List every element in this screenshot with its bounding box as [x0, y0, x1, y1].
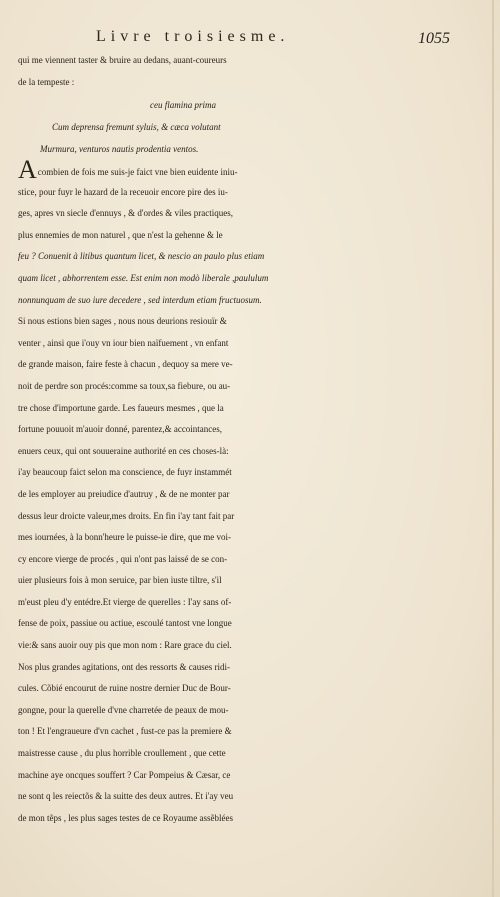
line-text: feu ? Conuenit à litibus quantum licet, & nescio an paulo plus etiam — [18, 251, 265, 262]
verse-line: ceu flamina prima — [150, 100, 216, 110]
running-title: Livre troisiesme. — [96, 28, 290, 45]
body-text — [18, 155, 458, 829]
text-line — [18, 743, 458, 765]
text-line — [18, 765, 458, 787]
line-text: noit de perdre son procés:comme sa toux,sa fiebure, ou au- — [18, 380, 231, 391]
text-line — [18, 311, 458, 333]
text-line — [18, 506, 458, 528]
text-line — [18, 549, 458, 571]
text-line — [18, 613, 458, 635]
text-line — [18, 203, 458, 225]
line-text: mes iournées, à la bonn'heure le puisse-ie dire, que me voi- — [18, 532, 232, 543]
text-line — [18, 419, 458, 441]
line-text: fense de poix, passiue ou actiue, escoulé tantost vne longue — [18, 618, 232, 629]
text-line — [18, 721, 458, 743]
line-text: de grande maison, faire feste à chacun , dequoy sa mere ve- — [18, 359, 233, 370]
text-line — [18, 333, 458, 355]
text-line — [18, 527, 458, 549]
text-line — [18, 441, 458, 463]
text-line — [18, 398, 458, 420]
text-line — [18, 657, 458, 679]
line-text: nonnunquam de suo iure decedere , sed interdum etiam fructuosum. — [18, 294, 262, 305]
line-text: maistresse cause , du plus horrible croullement , que cette — [18, 748, 226, 759]
text-line — [18, 225, 458, 247]
latin-citation-line — [18, 268, 458, 290]
line-text: ges, apres vn siecle d'ennuys , & d'ordes & viles practiques, — [18, 208, 233, 219]
line-text: quam licet , abhorrentem esse. Est enim non modò liberale ,paululum — [18, 272, 269, 283]
page-number: 1055 — [418, 30, 450, 47]
line-text: i'ay beaucoup faict selon ma conscience, de fuyr instammét — [18, 467, 232, 478]
verse-quotation — [40, 94, 480, 160]
latin-citation-line — [18, 290, 458, 312]
text-line — [18, 700, 458, 722]
text-line — [18, 635, 458, 657]
line-text: ne sont q les reiectõs & la suitte des deux autres. Et i'ay veu — [18, 791, 234, 802]
line-text: de mon tẽps , les plus sages testes de ce Royaume assẽblées — [18, 812, 233, 823]
line-text: ton ! Et l'engraueure d'vn cachet , fust-ce pas la premiere & — [18, 726, 232, 737]
line-text: machine aye oncques souffert ? Car Pompeius & Cæsar, ce — [18, 769, 231, 780]
text-line — [18, 155, 458, 184]
line-text: gongne, pour la querelle d'vne charretée de peaux de mou- — [18, 704, 229, 715]
text-line — [18, 376, 458, 398]
text-line: de la tempeste : — [18, 76, 75, 87]
initial-letter: A — [18, 155, 37, 184]
line-text: venter , ainsi que i'ouy vn iour bien naïfuement , vn enfant — [18, 337, 229, 348]
text-line — [18, 678, 458, 700]
text-line — [18, 786, 458, 808]
latin-citation-line — [18, 246, 458, 268]
verse-line: Cum deprensa fremunt syluis, & cæca volutant — [52, 122, 221, 132]
verse-line: Murmura, venturos nautis prodentia ventos. — [40, 144, 199, 154]
line-text: fortune pouuoit m'auoir donné, parentez,& accointances, — [18, 424, 223, 435]
text-line — [18, 354, 458, 376]
line-text: cules. Cõbié encourut de ruine nostre dernier Duc de Bour- — [18, 683, 231, 694]
text-line — [18, 808, 458, 830]
line-text: uier plusieurs fois à mon seruice, par bien iuste tiltre, s'il — [18, 575, 222, 586]
line-text: de les employer au preiudice d'autruy , & de ne monter par — [18, 488, 230, 499]
line-text: Si nous estions bien sages , nous nous deurions resiouïr & — [18, 316, 227, 327]
text-line — [18, 462, 458, 484]
page-edge-shadow — [492, 0, 494, 897]
line-text: vie:& sans auoir ouy pis que mon nom : Rare grace du ciel. — [18, 640, 232, 651]
intro-text — [18, 50, 458, 93]
line-text: plus ennemies de mon naturel , que n'est la gehenne & le — [18, 229, 223, 240]
text-line — [18, 182, 458, 204]
line-text: Nos plus grandes agitations, ont des ressorts & causes ridi- — [18, 661, 230, 672]
text-line — [18, 484, 458, 506]
text-line: qui me viennent taster & bruire au dedans, auant-coureurs — [18, 55, 227, 65]
line-text: combien de fois me suis-je faict vne bien euidente iniu- — [37, 167, 238, 177]
text-line — [18, 592, 458, 614]
text-line — [18, 570, 458, 592]
line-text: enuers ceux, qui ont souueraine authorité en ces choses-là: — [18, 445, 229, 456]
line-text: dessus leur droicte valeur,mes droits. En fin i'ay tant fait par — [18, 510, 235, 521]
line-text: cy encore vierge de procés , qui n'ont pas laissé de se con- — [18, 553, 228, 564]
line-text: stice, pour fuyr le hazard de la receuoir encore pire des iu- — [18, 186, 228, 197]
line-text: m'eust pleu d'y entédre.Et vierge de querelles : I'ay sans of- — [18, 596, 232, 607]
line-text: tre chose d'importune garde. Les faueurs mesmes , que la — [18, 402, 224, 413]
